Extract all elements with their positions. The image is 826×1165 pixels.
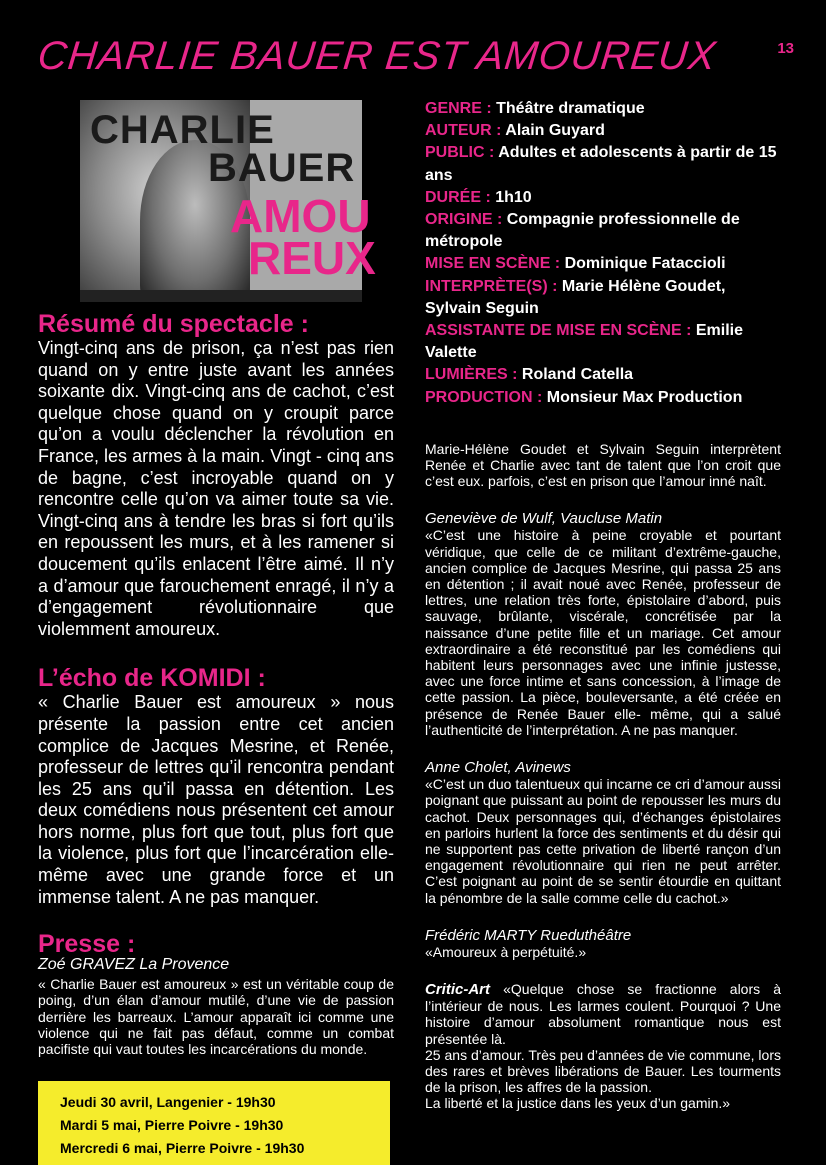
review-author: Geneviève de Wulf, Vaucluse Matin — [425, 510, 663, 528]
info-mise-en-scene: MISE EN SCÈNE : Dominique Fataccioli — [425, 255, 726, 273]
critic-text-3: La liberté et la justice dans les yeux d’un gamin.» — [425, 1095, 731, 1112]
info-genre: GENRE : Théâtre dramatique — [425, 100, 645, 117]
poster-word-charlie: CHARLIE — [90, 108, 275, 152]
info-list — [425, 98, 781, 409]
presse-text: « Charlie Bauer est amoureux » est un véritable coup de poing, d’un élan d’amour mutilé, d’une vie de passion derrière les barreaux. L’amour apparaît ici comme une violence qui ne fait pas défaut, comme un combat pacifiste qui vaut toutes les incarcérations du monde. — [38, 976, 394, 1058]
poster-word-bauer: BAUER — [208, 146, 356, 190]
poster-image — [80, 100, 376, 302]
intro-text: Marie-Hélène Goudet et Sylvain Seguin interprètent Renée et Charlie avec tant de talent que l’on croit que c’est eux. parfois, c’est en prison que l’amour inné naît. — [425, 440, 781, 490]
page-title: CHARLIE BAUER EST AMOUREUX — [35, 34, 719, 78]
review-author: Anne Cholet, Avinews — [425, 759, 571, 777]
info-duree: DURÉE : 1h10 — [425, 188, 532, 206]
left-column — [38, 310, 394, 1057]
info-production: PRODUCTION : Monsieur Max Production — [425, 388, 743, 406]
info-origine: ORIGINE : Compagnie professionnelle de métropole — [425, 211, 740, 251]
page-number: 13 — [777, 40, 794, 57]
info-lumieres: LUMIÈRES : Roland Catella — [425, 366, 634, 384]
poster-credits-strip — [80, 290, 362, 302]
echo-heading: L’écho de KOMIDI : — [38, 664, 266, 693]
presse-source: Zoé GRAVEZ La Provence — [38, 956, 230, 974]
info-auteur: AUTEUR : Alain Guyard — [425, 122, 605, 140]
info-assistante: ASSISTANTE DE MISE EN SCÈNE : Emilie Valette — [425, 322, 743, 362]
resume-heading: Résumé du spectacle : — [38, 310, 309, 338]
date-line: Mercredi 6 mai, Pierre Poivre - 19h30 — [60, 1140, 305, 1156]
review-text: «Amoureux à perpétuité.» — [425, 943, 587, 960]
critic-review — [425, 981, 781, 1047]
critic-author: Critic-Art — [425, 980, 491, 998]
review-author: Frédéric MARTY Rueduthéâtre — [425, 926, 632, 944]
poster-word-amou: AMOU — [230, 190, 371, 242]
info-interpretes: INTERPRÈTE(S) : Marie Hélène Goudet, Sylvain Seguin — [425, 277, 726, 317]
date-line: Jeudi 30 avril, Langenier - 19h30 — [60, 1094, 276, 1110]
echo-text: « Charlie Bauer est amoureux » nous présente la passion entre cet ancien complice de Jacques Mesrine, et Renée, professeur de lettres qu’il rencontra pendant les 25 ans qu’il passa en détention. Les deux comédiens nous présentent cet amour hors norme, plus fort que tout, plus fort que la violence, plus fort que l’incarcération elle-même avec une grande force et un immense talent. A ne pas manquer. — [38, 692, 394, 907]
review-text: «C’est un duo talentueux qui incarne ce cri d’amour aussi poignant que puissant au point de repousser les murs du cachot. Deux personnages qui, d’échanges épistolaires en parloirs hurlent la force des sentiments et du désir qui ne supportent pas cette privation de liberté rançon d’un engagement révolutionnaire qui rien ne peut arrêter. C’est poignant au point de se sentir étourdie en quittant la pénombre de la salle comme celle du cachot.» — [425, 776, 781, 906]
critic-text: «Quelque chose se fractionne alors à l’intérieur de nous. Les larmes coulent. Pourquoi ? Une histoire d’amour absolument romantique nous est présentée là. — [425, 980, 781, 1047]
critic-text-2: 25 ans d’amour. Très peu d’années de vie commune, lors des rares et brèves libérations de Bauer. Les tourments de la prison, les affres de la passion. — [425, 1046, 781, 1096]
dates-box — [38, 1081, 390, 1165]
poster-word-reux: REUX — [248, 232, 376, 284]
presse-heading: Presse : — [38, 930, 136, 959]
date-line: Mardi 5 mai, Pierre Poivre - 19h30 — [60, 1117, 284, 1133]
resume-text: Vingt-cinq ans de prison, ça n’est pas rien quand on y entre juste avant les années soixante dix. Vingt-cinq ans de cachot, c’est quelque chose quand on y croupit parce qu’on a voulu déclencher la révolution en France, les armes à la main. Vingt - cinq ans de bagne, c’est incroyable quand on y rencontre celle qu’on va aimer toute sa vie. Vingt-cinq ans à tendre les bras si fort qu’ils en repoussent les murs, et à les ramener si doucement qu’ils enlacent l’être aimé. Il n’y a d’amour que farouchement enragé, il n’y a d’engagement révolutionnaire que violemment amoureux. — [38, 338, 394, 639]
info-public: PUBLIC : Adultes et adolescents à partir de 15 ans — [425, 144, 777, 184]
right-column — [425, 98, 781, 1112]
review-text: «C’est une histoire à peine croyable et pourtant véridique, que celle de ce militant d’extrême-gauche, ancien complice de Jacques Mesrine, qui passa 25 ans en détention ; il avait noué avec Renée, professeur de lettres, une relation très forte, épistolaire d’abord, puis sauvage, brûlante, viscérale, concrétisée par la naissance d’une petite fille et un mariage. Cet amour extraordinaire a été reconstitué par les comédiens qui habitent leurs personnages avec une infinie justesse, avec une force intime et sans concession, à l’image de cette passion. La pièce, bouleversante, a été créée en présence de Renée Bauer elle- même, qui a salué l’authenticité de l’interprétation. A ne pas manquer. — [425, 527, 781, 738]
